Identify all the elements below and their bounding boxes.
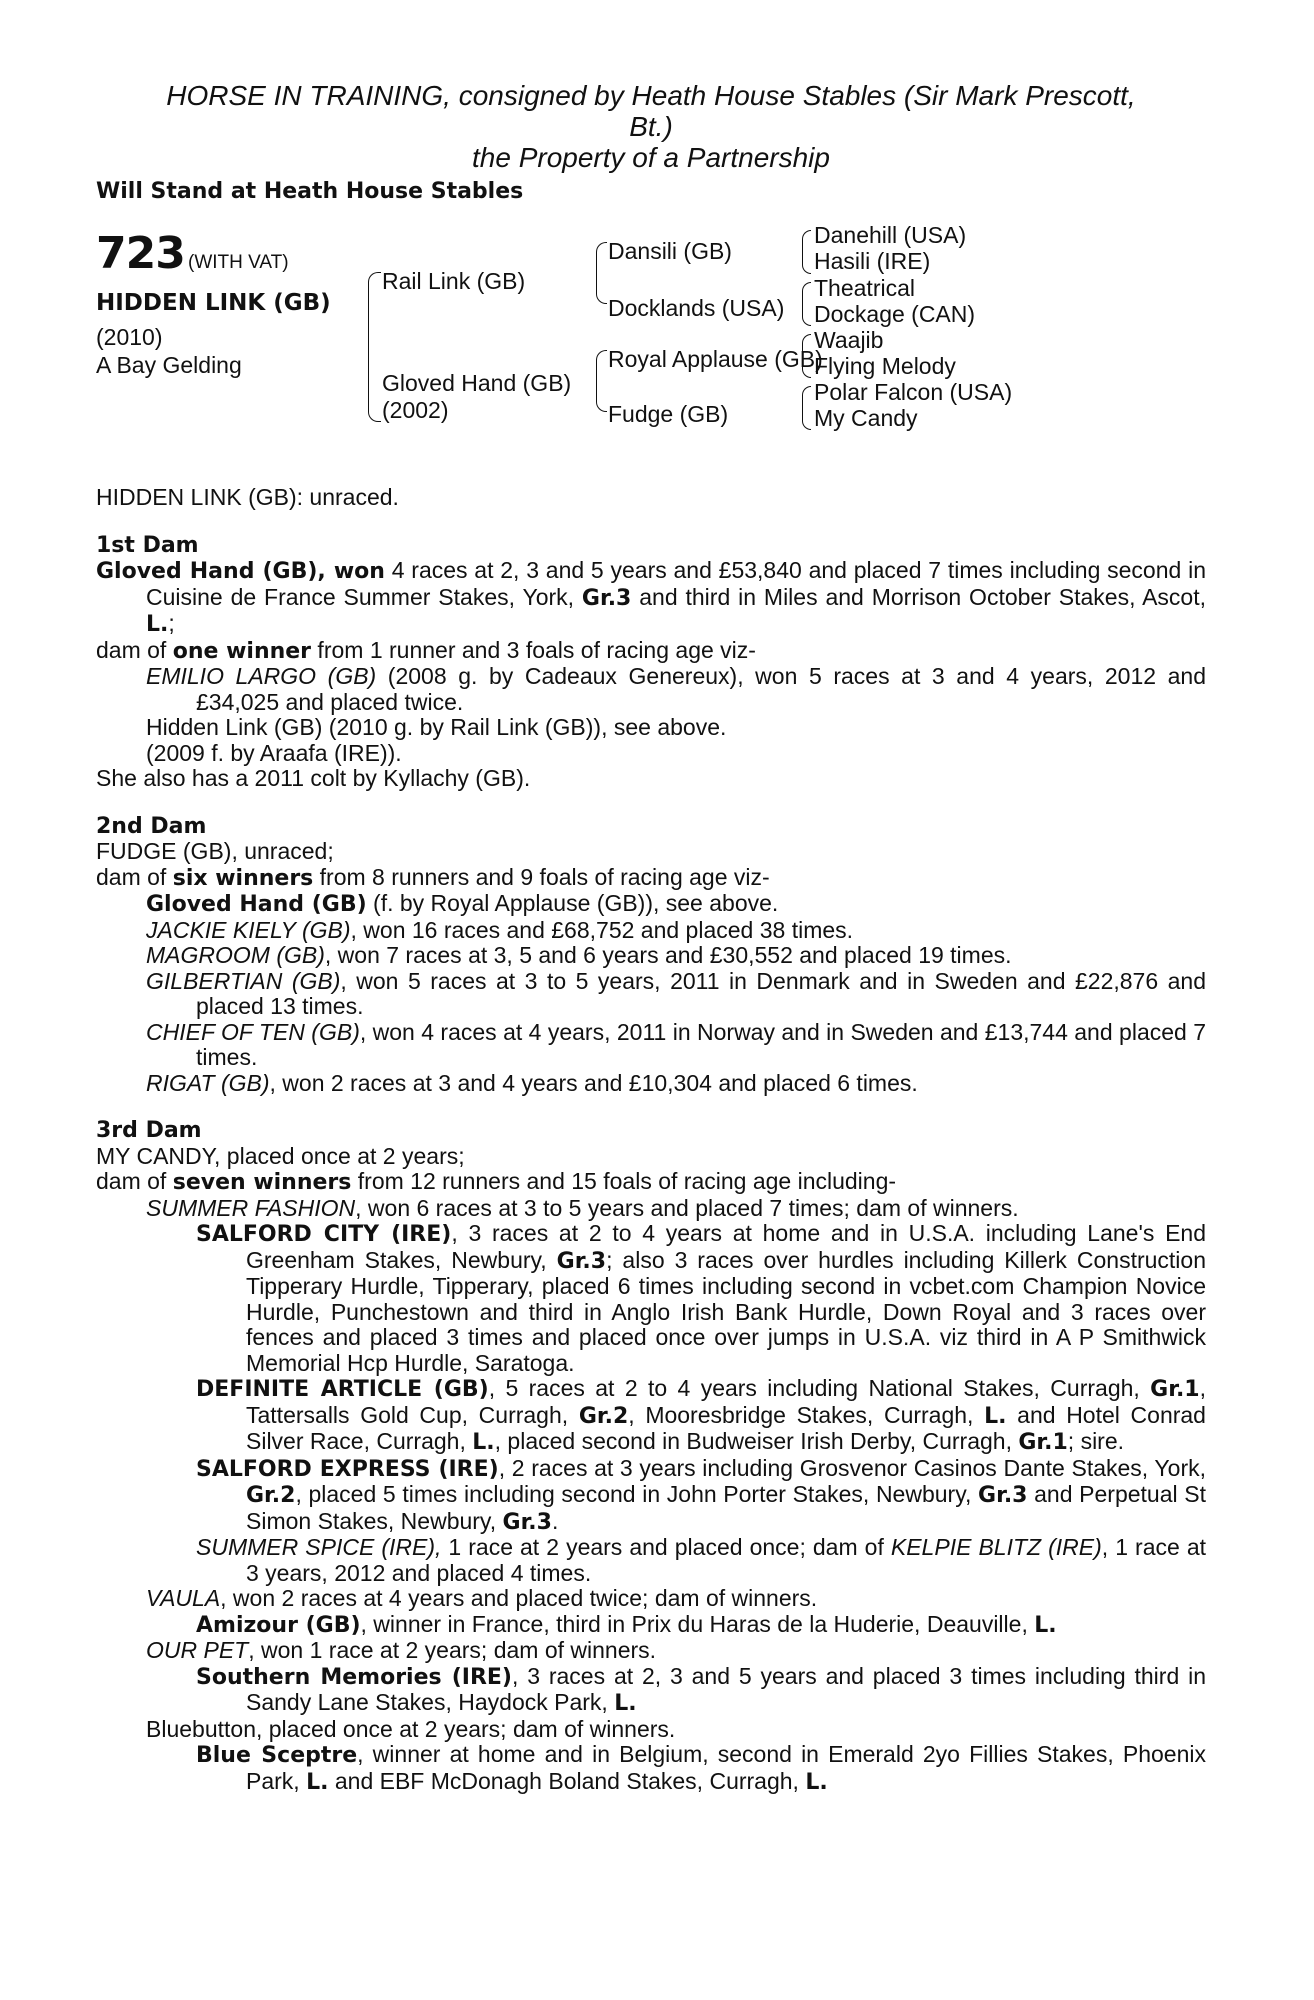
am-t1: , winner in France, third in Prix du Haras de la Huderie, Deauville,	[360, 1610, 1035, 1637]
dam2-produce-5	[96, 1020, 1206, 1071]
sire-dam: Docklands (USA)	[608, 295, 785, 321]
dam1-text-3: ;	[168, 610, 175, 636]
dam3-vaula	[96, 1586, 1206, 1612]
ss-t1: 1 race at 2 years and placed once; dam of	[441, 1534, 891, 1560]
da-name: DEFINITE ARTICLE (GB)	[196, 1377, 489, 1402]
sf-name: SUMMER FASHION	[146, 1194, 356, 1221]
dam3-blue-sceptre	[96, 1742, 1206, 1795]
gg-4: Dockage (CAN)	[814, 301, 976, 327]
dam2-p6-name: RIGAT (GB)	[146, 1069, 270, 1096]
horse-name: HIDDEN LINK (GB)	[96, 290, 331, 316]
dam1-produce-intro	[96, 638, 1206, 665]
dam: Gloved Hand (GB)	[382, 370, 572, 396]
dam2-produce-1	[96, 891, 1206, 918]
gg-1: Danehill (USA)	[814, 222, 967, 248]
da-g3: Gr.1	[1018, 1430, 1068, 1455]
dam2-p1-text: (f. by Royal Applause (GB)), see above.	[366, 890, 779, 916]
se-g2: Gr.3	[978, 1483, 1028, 1508]
bs-name: Blue Sceptre	[196, 1743, 358, 1768]
dam1-damof-c: from 1 runner and 3 foals of racing age viz-	[311, 636, 756, 663]
dam2-p3-text: , won 7 races at 3, 5 and 6 years and £30,552 and placed 19 times.	[324, 942, 1012, 968]
bs-L1: L.	[306, 1769, 329, 1795]
dam3-amizour	[96, 1612, 1206, 1639]
dam2-damof-a: dam of	[96, 863, 173, 890]
stand-note: Will Stand at Heath House Stables	[96, 179, 524, 204]
dam2-p2-text: , won 16 races and £68,752 and placed 38 times.	[350, 916, 854, 943]
dam2-p2-name: JACKIE KIELY (GB)	[146, 916, 351, 943]
sm-name: Southern Memories (IRE)	[196, 1664, 512, 1690]
dam3-summer-spice	[96, 1535, 1206, 1586]
sc-name: SALFORD CITY (IRE)	[196, 1222, 452, 1247]
brace-gg-2	[802, 282, 811, 326]
dam2-p1-name: Gloved Hand (GB)	[146, 892, 367, 917]
dam3-line-1: MY CANDY, placed once at 2 years;	[96, 1142, 465, 1169]
sc-t1: , 3 races at 2 to 4 years at home and in U.S.A. including Lane's End Greenham Stakes, Newbury,	[246, 1220, 1206, 1273]
consignor-header	[96, 80, 1206, 173]
ss-t2: , 1 race at 3 years, 2012 and placed 4 times.	[246, 1534, 1206, 1586]
dam2-line-1: FUDGE (GB), unraced;	[96, 838, 334, 864]
brace-gg-4	[802, 386, 811, 430]
dam2-damof-c: from 8 runners and 9 foals of racing age viz-	[313, 863, 770, 890]
gg-5: Waajib	[814, 327, 884, 353]
dam3-heading: 3rd Dam	[96, 1118, 202, 1143]
horse-description: A Bay Gelding	[96, 352, 242, 378]
dam1-produce-1	[96, 664, 1206, 715]
sm-t1: , 3 races at 2, 3 and 5 years and placed 3 times including third in Sandy Lane Stakes, Haydock Park,	[246, 1662, 1206, 1715]
ss-name: SUMMER SPICE (IRE),	[196, 1534, 442, 1560]
dam3-produce-intro	[96, 1169, 1206, 1196]
dam3-summer-fashion	[96, 1196, 1206, 1222]
op-text: , won 1 race at 2 years; dam of winners.	[248, 1637, 657, 1663]
dam1-heading: 1st Dam	[96, 532, 199, 558]
dam3-salford-city	[96, 1221, 1206, 1376]
bs-t2: and EBF McDonagh Boland Stakes, Curragh,	[328, 1767, 806, 1794]
dam-year: (2002)	[382, 397, 449, 423]
dam1-won: , won	[317, 559, 385, 584]
se-t1: , 2 races at 3 years including Grosvenor Casinos Dante Stakes, York,	[498, 1454, 1206, 1481]
dam-dam: Fudge (GB)	[608, 401, 729, 427]
se-t2: , placed 5 times including second in John Porter Stakes, Newbury,	[295, 1481, 979, 1507]
dam3-damof-a: dam of	[96, 1168, 173, 1194]
sc-t2: ; also 3 races over hurdles including Killerk Construction Tipperary Hurdle, Tipperary, placed 6 times including second in vcbet.com Champion Novice Hurdle, Punchestown and third in Anglo Irish Bank Hurdle, Down Royal and 3 races over fences and placed 3 times and placed once over jumps in U.S.A. viz third in A P Smithwick Memorial Hcp Hurdle, Saratoga.	[246, 1246, 1206, 1376]
header-line-2: Bt.)	[629, 111, 673, 142]
dam2-damof-b: six winners	[172, 865, 314, 891]
dam2-p5-text: , won 4 races at 4 years, 2011 in Norway and in Sweden and £13,744 and placed 7 times.	[196, 1018, 1207, 1070]
sc-grade: Gr.3	[556, 1248, 607, 1274]
vat-note: (WITH VAT)	[188, 252, 289, 273]
dam3-southern-memories	[96, 1664, 1206, 1717]
race-summary: HIDDEN LINK (GB): unraced.	[96, 484, 399, 510]
dam1-damof-b: one winner	[172, 638, 312, 664]
brace-gg-3	[802, 334, 811, 378]
dam1-also: She also has a 2011 colt by Kyllachy (GB).	[96, 765, 531, 791]
dam3-bluebutton: Bluebutton, placed once at 2 years; dam of winners.	[146, 1715, 676, 1742]
bs-L2: L.	[805, 1769, 828, 1795]
se-g1: Gr.2	[246, 1483, 296, 1508]
pedigree-block	[96, 220, 1206, 485]
da-t3: , Mooresbridge Stakes, Curragh,	[628, 1401, 985, 1428]
da-t5: , placed second in Budweiser Irish Derby, Curragh,	[494, 1428, 1019, 1454]
dam3-definite-article	[96, 1376, 1206, 1456]
dam3-damof-b: seven winners	[172, 1170, 352, 1195]
header-line-1: HORSE IN TRAINING, consigned by Heath House Stables (Sir Mark Prescott,	[166, 80, 1136, 111]
dam1-damof-a: dam of	[96, 636, 173, 663]
dam3-salford-express	[96, 1456, 1206, 1536]
dam3-damof-c: from 12 runners and 15 foals of racing age including-	[351, 1168, 897, 1194]
da-g2: Gr.2	[578, 1403, 629, 1429]
header-line-3: the Property of a Partnership	[472, 142, 830, 173]
dam1-name: Gloved Hand (GB)	[96, 559, 318, 584]
da-t4: and Hotel Conrad Silver Race, Curragh,	[246, 1401, 1206, 1454]
lot-number: 723	[96, 228, 185, 279]
dam1-p1-text: (2008 g. by Cadeaux Genereux), won 5 races at 3 and 4 years, 2012 and £34,025 and placed twice.	[196, 663, 1206, 715]
se-t3: and Perpetual St Simon Stakes, Newbury,	[246, 1481, 1207, 1534]
sf-text: , won 6 races at 3 to 5 years and placed 7 times; dam of winners.	[355, 1194, 1019, 1221]
dam1-text-2: and third in Miles and Morrison October Stakes, Ascot,	[631, 583, 1206, 610]
dam2-p6-text: , won 2 races at 3 and 4 years and £10,304 and placed 6 times.	[269, 1069, 918, 1096]
sire: Rail Link (GB)	[382, 268, 526, 294]
op-name: OUR PET	[146, 1637, 249, 1663]
gg-7: Polar Falcon (USA)	[814, 379, 1013, 405]
da-t2: , Tattersalls Gold Cup, Curragh,	[246, 1375, 1206, 1428]
am-L: L.	[1034, 1612, 1057, 1638]
se-g3: Gr.3	[502, 1509, 552, 1535]
va-name: VAULA	[146, 1585, 221, 1611]
dam1-record	[96, 558, 1206, 638]
gg-3: Theatrical	[814, 275, 915, 301]
dam1-listed: L.	[146, 612, 169, 637]
da-g1: Gr.1	[1150, 1377, 1200, 1402]
dam2-produce-4	[96, 969, 1206, 1020]
da-t1: , 5 races at 2 to 4 years including National Stakes, Curragh,	[488, 1375, 1151, 1401]
dam1-produce-2: Hidden Link (GB) (2010 g. by Rail Link (GB)), see above.	[146, 714, 727, 740]
se-t4: .	[551, 1507, 559, 1534]
bs-t1: , winner at home and in Belgium, second in Emerald 2yo Fillies Stakes, Phoenix Park,	[246, 1741, 1206, 1794]
dam2-produce-6	[96, 1071, 1206, 1097]
da-L2: L.	[472, 1430, 495, 1455]
dam2-p4-text: , won 5 races at 3 to 5 years, 2011 in Denmark and in Sweden and £22,876 and placed 13 times.	[196, 967, 1206, 1019]
da-t6: ; sire.	[1067, 1428, 1125, 1454]
dam1-grade: Gr.3	[581, 585, 632, 611]
va-text: , won 2 races at 4 years and placed twice; dam of winners.	[220, 1585, 818, 1611]
brace-dam	[596, 350, 607, 412]
dam2-p3-name: MAGROOM (GB)	[146, 942, 325, 968]
sm-L: L.	[614, 1691, 637, 1716]
dam2-produce-2	[96, 918, 1206, 944]
dam3-our-pet	[96, 1638, 1206, 1664]
catalogue-body	[96, 485, 1206, 1795]
brace-main	[368, 272, 381, 422]
dam2-produce-3	[96, 943, 1206, 969]
dam1-produce-3: (2009 f. by Araafa (IRE)).	[146, 739, 402, 766]
dam1-p1-name: EMILIO LARGO (GB)	[146, 663, 377, 689]
dam2-heading: 2nd Dam	[96, 813, 207, 839]
dam1-text-1: 4 races at 2, 3 and 5 years and £53,840 and placed 7 times including second in Cuisine de France Summer Stakes, York,	[146, 557, 1206, 610]
se-name: SALFORD EXPRESS (IRE)	[196, 1456, 499, 1482]
dam2-p5-name: CHIEF OF TEN (GB)	[146, 1018, 360, 1045]
dam2-p4-name: GILBERTIAN (GB)	[146, 967, 341, 994]
dam-sire: Royal Applause (GB)	[608, 346, 823, 372]
catalogue-page	[96, 80, 1206, 1795]
dam2-produce-intro	[96, 865, 1206, 892]
ss-kelpie: KELPIE BLITZ (IRE)	[890, 1534, 1102, 1560]
sire-sire: Dansili (GB)	[608, 238, 732, 264]
gg-2: Hasili (IRE)	[814, 248, 931, 274]
am-name: Amizour (GB)	[196, 1612, 361, 1638]
da-L1: L.	[984, 1403, 1007, 1429]
gg-6: Flying Melody	[814, 353, 956, 379]
horse-year: (2010)	[96, 324, 163, 350]
gg-8: My Candy	[814, 405, 918, 431]
brace-gg-1	[802, 230, 811, 274]
brace-sire	[596, 242, 607, 304]
